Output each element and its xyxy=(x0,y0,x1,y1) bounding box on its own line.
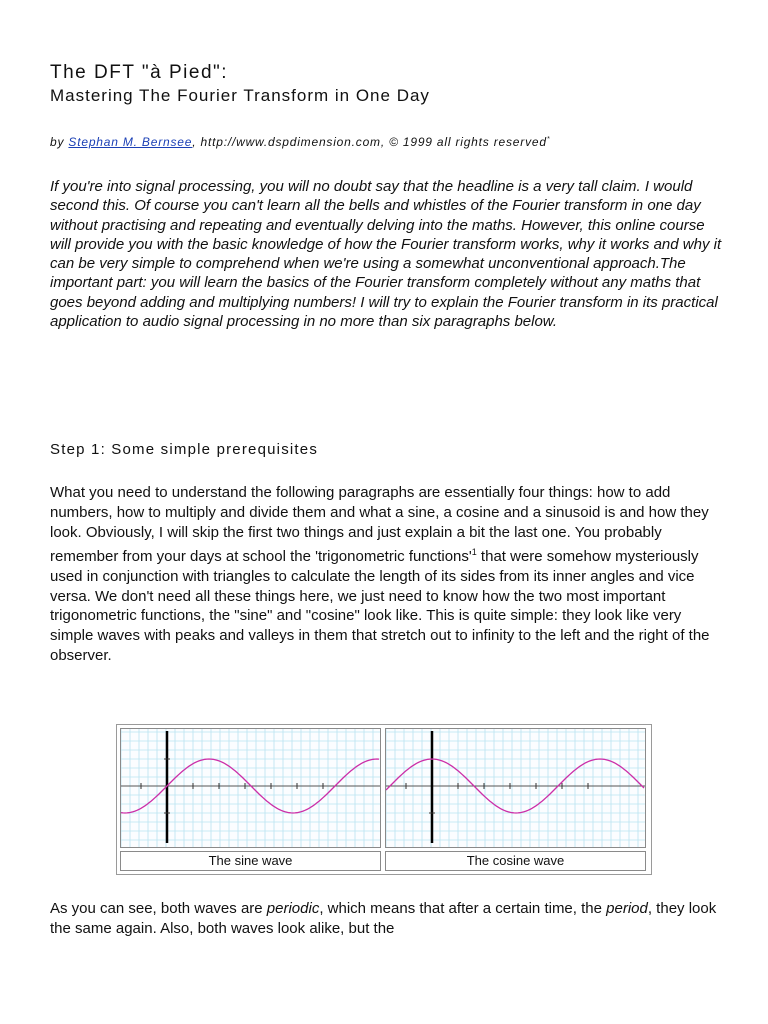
para2-text-b: , which means that after a certain time, the xyxy=(319,900,607,917)
para2-text-a: As you can see, both waves are xyxy=(50,900,267,917)
cosine-wave-plot xyxy=(385,728,646,848)
step1-text-b: that were somehow mysteriously used in conjunction with triangles to calculate the length of its sides from its inner angles and vice versa. We don't need all these things here, we just need to know how the two most important trigonometric functions, the "sine" and "cosine" look like. This is quite simple: they look like very simple waves with peaks and valleys in them that stretch out to infinity to the left and the right of the observer. xyxy=(50,547,710,665)
step1-heading: Step 1: Some simple prerequisites xyxy=(50,441,319,458)
document-title: The DFT "à Pied": xyxy=(50,62,229,83)
period-term: period xyxy=(606,900,648,917)
cosine-wave-graph xyxy=(386,729,645,847)
step1-text-a: What you need to understand the following paragraphs are essentially four things: how to add numbers, how to multiply and divide them and what a sine, a cosine and a sinusoid is and how they look. Obviously, I will skip the first two things and just explain a bit the last one. You probably remember from your days at school the 'trigonometric functions' xyxy=(50,484,709,565)
para2-text-c: , they look the same again. Also, both waves look alike, but the xyxy=(50,900,717,937)
footnote-ref-1[interactable]: 1 xyxy=(471,546,477,557)
intro-paragraph: If you're into signal processing, you will no doubt say that the headline is a very tall claim. I would second this. Of course you can't learn all the bells and whistles of the Fourier transform in one day without practising and repeating and eventually delving into the maths. However, this online course will provide you with the basic knowledge of how the Fourier transform works, why it works and why it can be very simple to comprehend when we're using a somewhat unconventional approach.The important part: you will learn the basics of the Fourier transform completely without any maths that goes beyond adding and multiplying numbers! I will try to explain the Fourier transform in its practical application to audio signal processing in no more than six paragraphs below. xyxy=(50,178,722,331)
periodic-term: periodic xyxy=(266,900,320,917)
waves-figure xyxy=(116,724,652,875)
byline xyxy=(50,135,550,149)
sine-wave-graph xyxy=(121,729,380,847)
periodic-paragraph xyxy=(50,899,722,939)
cosine-wave-caption: The cosine wave xyxy=(385,851,646,871)
document-subtitle: Mastering The Fourier Transform in One Day xyxy=(50,86,430,105)
author-link[interactable]: Stephan M. Bernsee xyxy=(68,135,193,149)
byline-rest: , http://www.dspdimension.com, © 1999 all rights reserved xyxy=(192,135,547,149)
byline-footnote-mark: * xyxy=(546,136,551,143)
sine-wave-plot xyxy=(120,728,381,848)
step1-paragraph xyxy=(50,483,722,666)
sine-wave-caption: The sine wave xyxy=(120,851,381,871)
byline-prefix: by xyxy=(50,135,69,149)
